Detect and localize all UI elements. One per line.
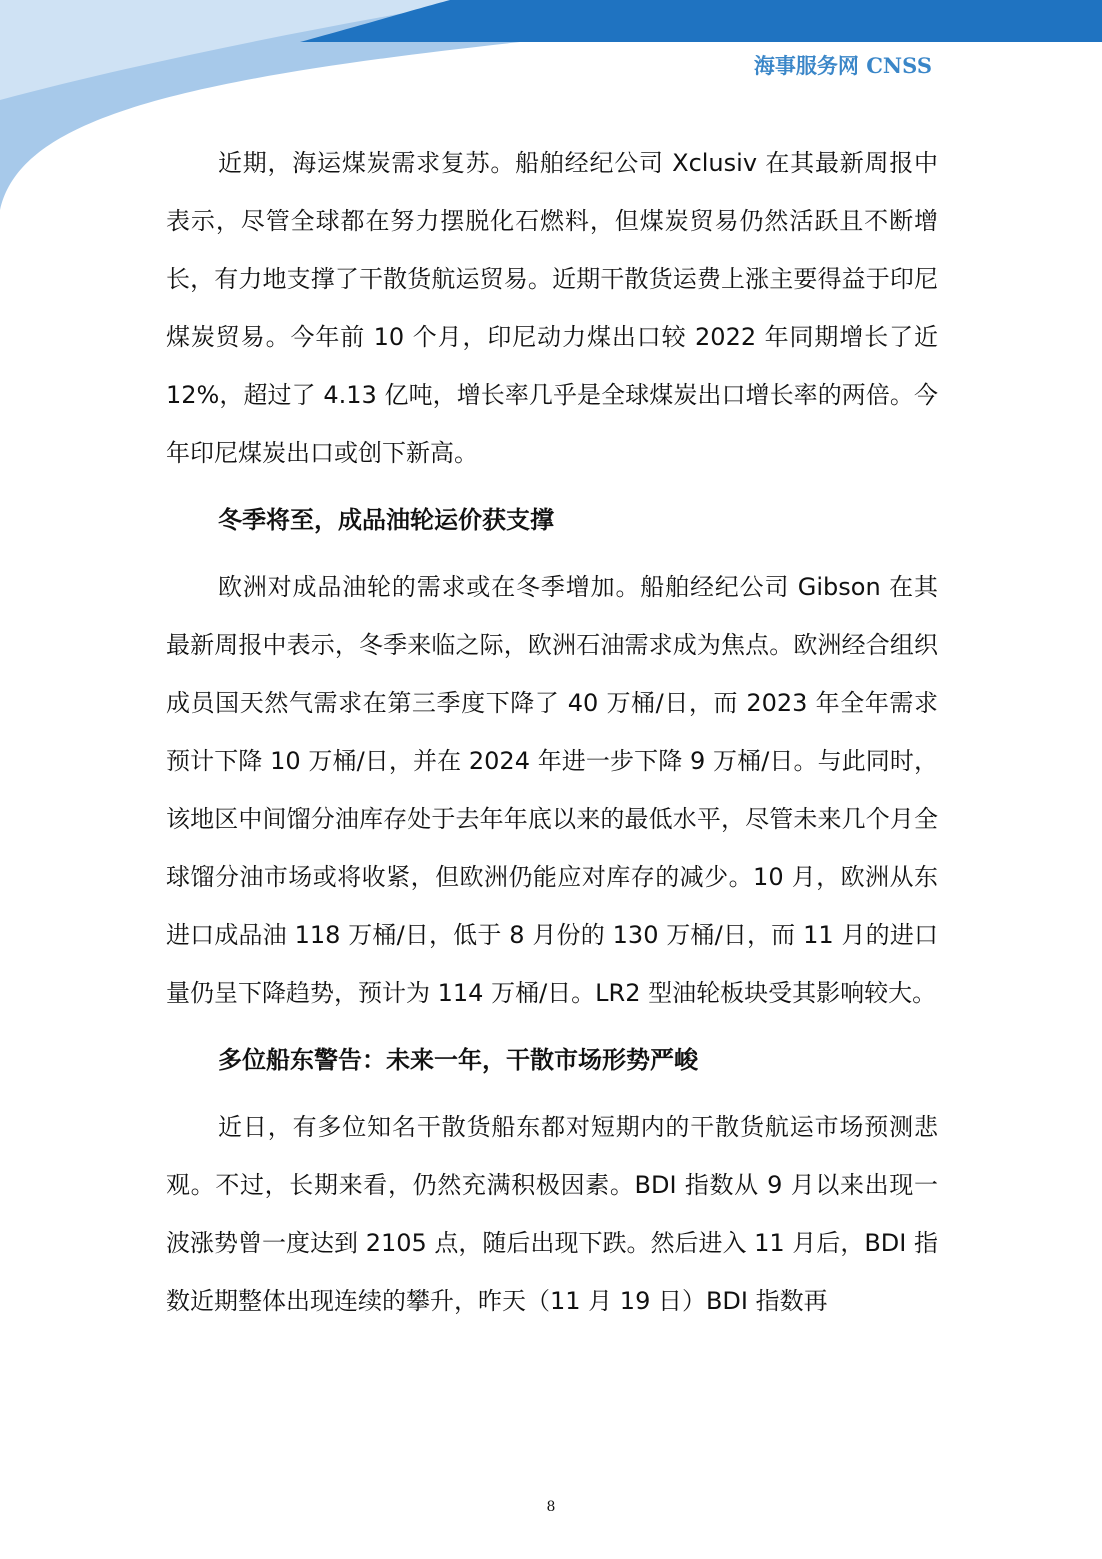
paragraph-dry-bulk-warning: 近日，有多位知名干散货船东都对短期内的干散货航运市场预测悲观。不过，长期来看，仍然充满积极因素。BDI 指数从 9 月以来出现一波涨势曾一度达到 2105 点，随后出现下跌。然后进入 11 月后，BDI 指数近期整体出现连续的攀升，昨天（11 月 19 日）BDI 指数再 xyxy=(166,1113,938,1315)
paragraph-product-tanker: 欧洲对成品油轮的需求或在冬季增加。船舶经纪公司 Gibson 在其最新周报中表示，冬季来临之际，欧洲石油需求成为焦点。欧洲经合组织成员国天然气需求在第三季度下降了 40 万桶/日，而 2023 年全年需求预计下降 10 万桶/日，并在 2024 年进一步下降 9 万桶/日。与此同时，该地区中间馏分油库存处于去年年底以来的最低水平，尽管未来几个月全球馏分油市场或将收紧，但欧洲仍能应对库存的减少。10 月，欧洲从东进口成品油 118 万桶/日，低于 8 月份的 130 万桶/日，而 11 月的进口量仍呈下降趋势，预计为 114 万桶/日。LR2 型油轮板块受其影响较大。 xyxy=(166,573,938,1007)
paragraph-coal-demand: 近期，海运煤炭需求复苏。船舶经纪公司 Xclusiv 在其最新周报中表示，尽管全球都在努力摆脱化石燃料，但煤炭贸易仍然活跃且不断增长，有力地支撑了干散货航运贸易。近期干散货运费上涨主要得益于印尼煤炭贸易。今年前 10 个月，印尼动力煤出口较 2022 年同期增长了近 12%，超过了 4.13 亿吨，增长率几乎是全球煤炭出口增长率的两倍。今年印尼煤炭出口或创下新高。 xyxy=(166,149,938,467)
heading-dry-bulk-warning: 多位船东警告：未来一年，干散市场形势严峻 xyxy=(218,1046,698,1074)
heading-product-tanker: 冬季将至，成品油轮运价获支撑 xyxy=(218,506,554,534)
header-brand: 海事服务网 CNSS xyxy=(753,53,932,78)
article-body xyxy=(166,134,938,1330)
page-number: 8 xyxy=(546,1499,556,1515)
